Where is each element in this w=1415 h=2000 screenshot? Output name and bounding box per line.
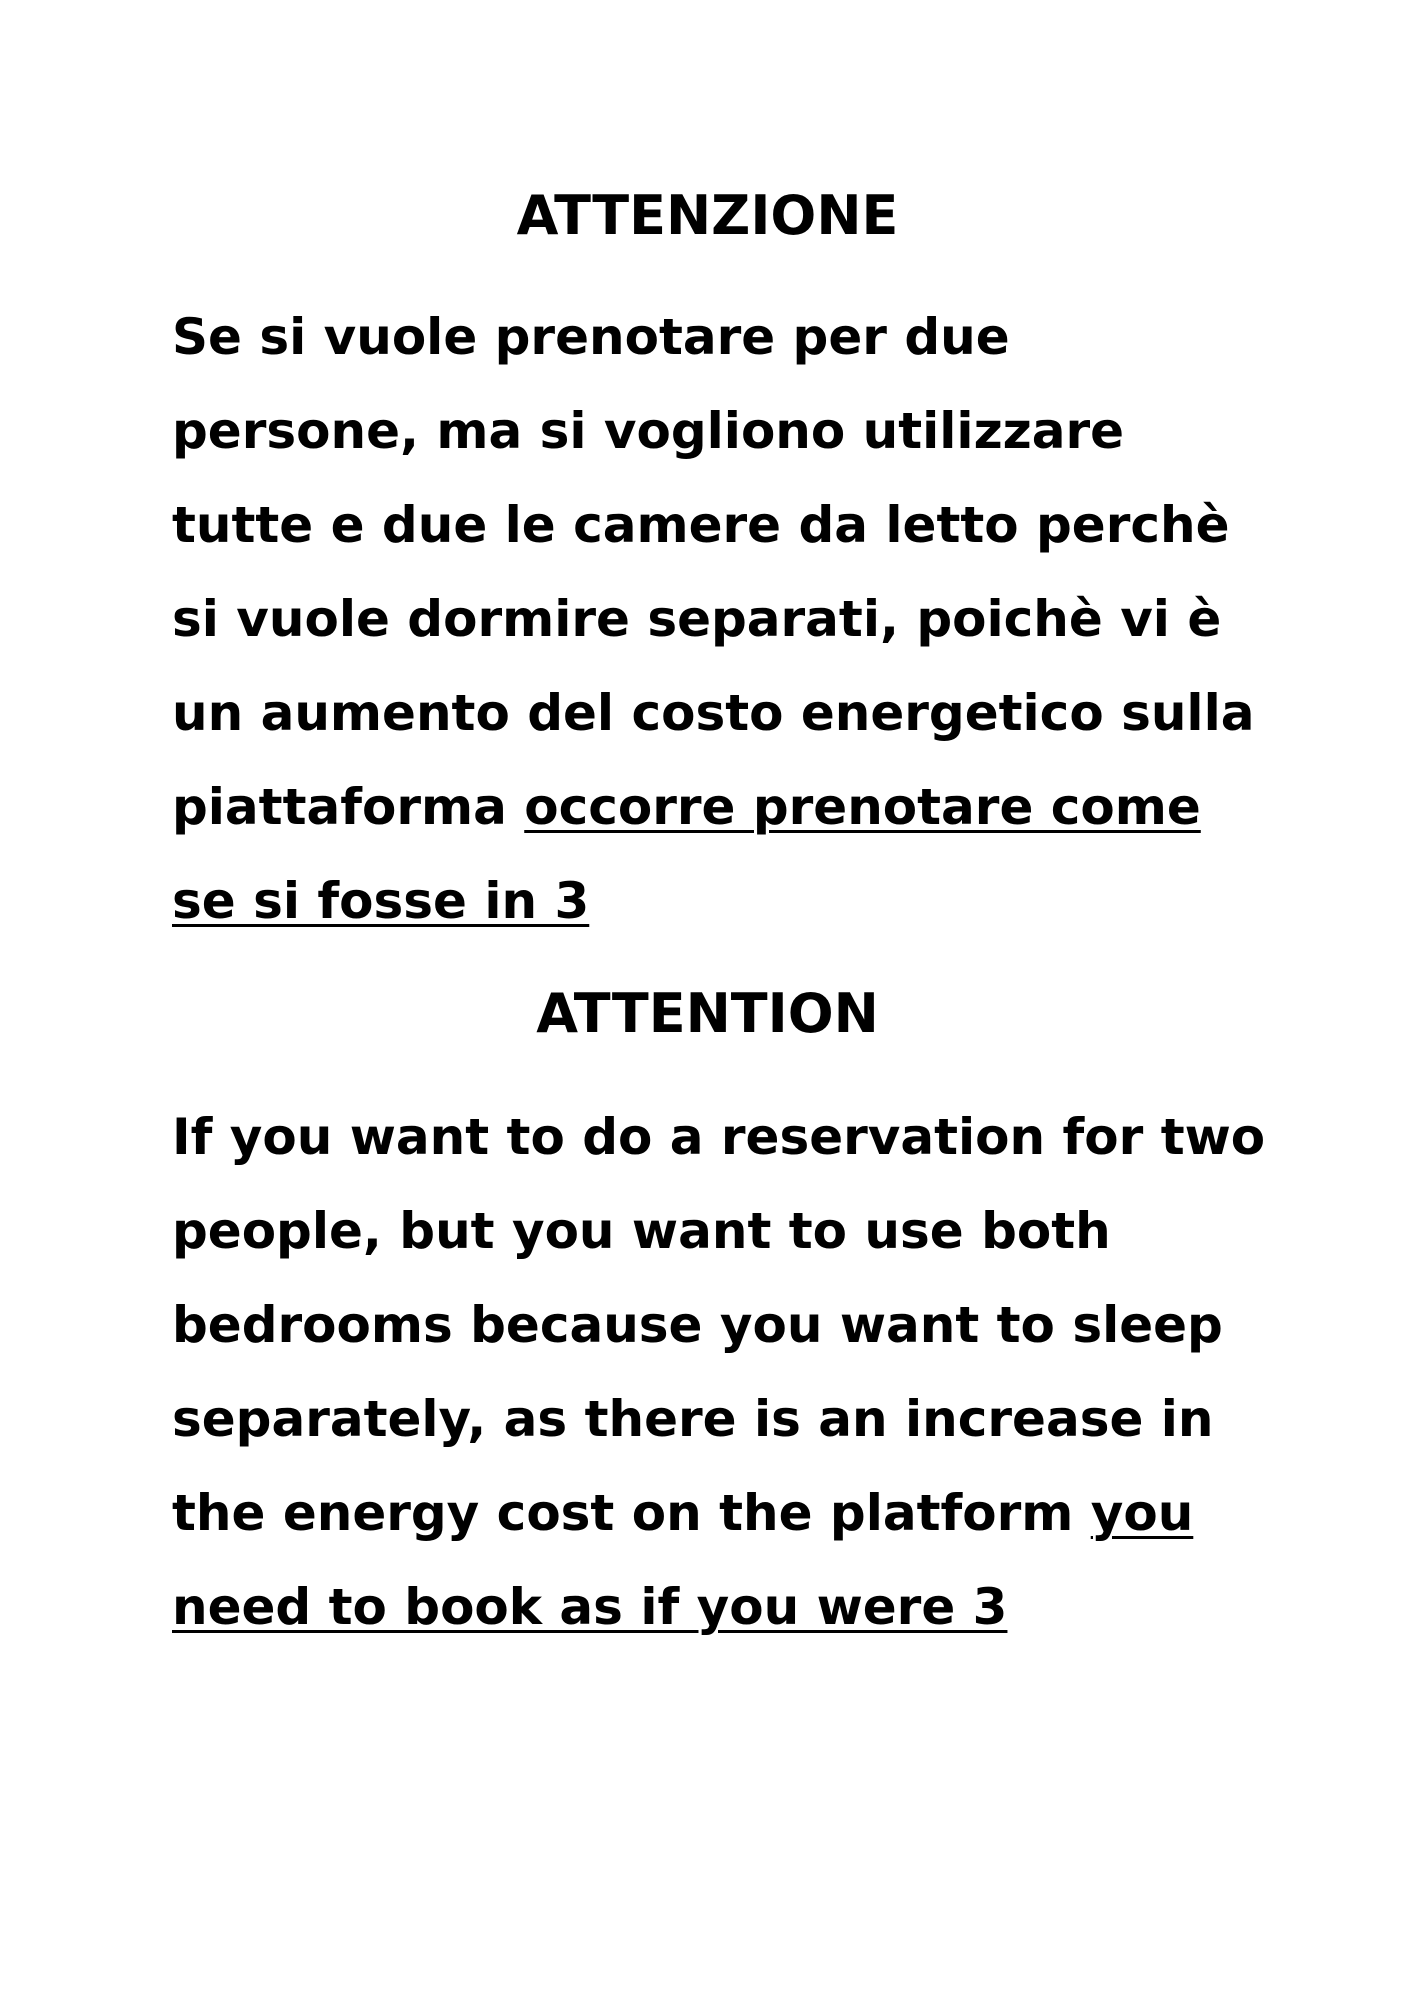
english-underlined-instruction: you (1090, 1484, 1194, 1542)
english-line-3: bedrooms because you want to sleep (172, 1296, 1223, 1354)
english-notice (172, 1090, 1352, 1654)
english-heading: ATTENTION (536, 982, 879, 1045)
italian-line-6 (172, 760, 1352, 854)
italian-notice (172, 290, 1352, 948)
italian-line-7 (172, 854, 1352, 948)
italian-underlined-instruction: occorre prenotare come (524, 778, 1201, 836)
english-line-5-text: the energy cost on the platform (172, 1484, 1091, 1542)
italian-line-6-text: piattaforma (172, 778, 525, 836)
english-line-1: If you want to do a reservation for two (172, 1108, 1266, 1166)
italian-heading: ATTENZIONE (516, 184, 899, 247)
english-line-6 (172, 1560, 1352, 1654)
italian-line-1: Se si vuole prenotare per due (172, 308, 1010, 366)
english-line-5 (172, 1466, 1352, 1560)
english-line-4: separately, as there is an increase in (172, 1390, 1214, 1448)
italian-line-2: persone, ma si vogliono utilizzare (172, 402, 1125, 460)
italian-underlined-instruction-end: se si fosse in 3 (172, 872, 590, 930)
english-underlined-instruction-end: need to book as if you were 3 (172, 1578, 1008, 1636)
italian-line-4: si vuole dormire separati, poichè vi è (172, 590, 1222, 648)
italian-line-3: tutte e due le camere da letto perchè (172, 496, 1230, 554)
english-line-2: people, but you want to use both (172, 1202, 1111, 1260)
italian-line-5: un aumento del costo energetico sulla (172, 684, 1255, 742)
